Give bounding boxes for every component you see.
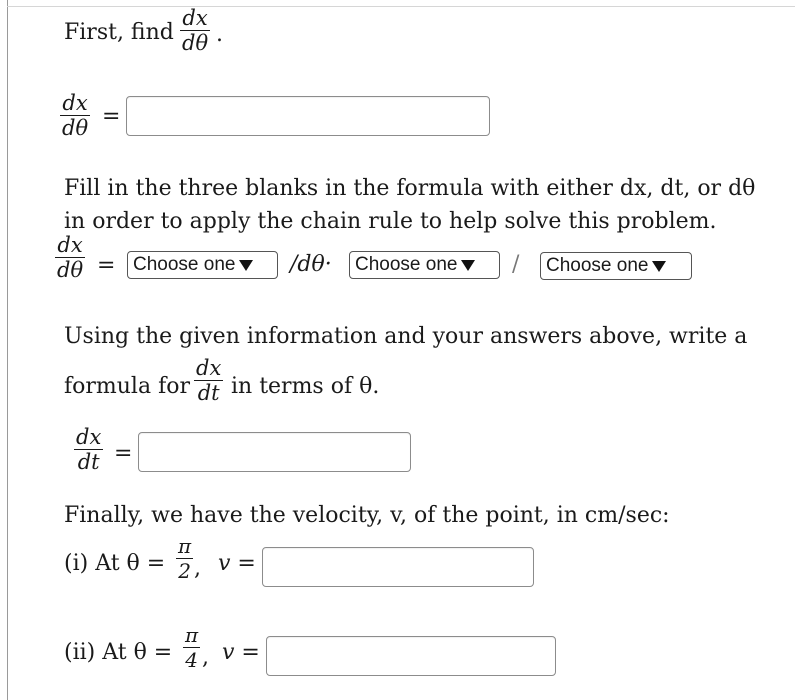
dxdt-fraction — [74, 426, 103, 473]
dxdt-answer-input[interactable] — [138, 432, 411, 472]
pi-over-2-num: π — [178, 534, 192, 558]
select-blank-3-value: Choose one — [546, 255, 649, 276]
instructions-line1: Fill in the three blanks in the formula with either dx, dt, or dθ — [64, 176, 756, 201]
find-fraction — [180, 7, 210, 54]
dxdt-den: dt — [77, 450, 100, 474]
velocity-instruction: Finally, we have the velocity, v, of the point, in cm/sec: — [64, 503, 670, 528]
pi-over-4-num: π — [185, 623, 199, 647]
find-fraction-den: dθ — [182, 31, 209, 55]
find-prefix: First, find — [64, 20, 174, 45]
chevron-down-icon — [239, 260, 253, 271]
dxdt-inline-num: dx — [196, 356, 222, 380]
find-fraction-num: dx — [182, 6, 208, 30]
formula-for-prefix: formula for — [64, 374, 190, 399]
pi-over-2-den: 2 — [178, 559, 191, 583]
pi-over-2-fraction — [176, 535, 193, 582]
select-blank-1[interactable] — [127, 251, 278, 279]
frame-left-border — [7, 0, 8, 700]
part1-label: (i) At θ = — [64, 551, 166, 576]
equals-sign: = — [97, 253, 116, 278]
equals-sign: = — [114, 441, 133, 466]
select-blank-3[interactable] — [540, 252, 692, 280]
select-blank-2[interactable] — [349, 251, 500, 279]
per-dtheta-dot: /dθ· — [290, 252, 332, 277]
chain-rule-fraction — [55, 234, 85, 281]
dxdtheta-den: dθ — [62, 116, 89, 140]
chain-rule-den: dθ — [57, 258, 84, 282]
velocity-part1-input[interactable] — [262, 547, 534, 587]
select-blank-1-value: Choose one — [133, 254, 236, 275]
dxdt-inline-den: dt — [197, 381, 220, 405]
frame-top-border — [7, 6, 795, 7]
slash-divider: / — [512, 252, 520, 277]
chain-rule-num: dx — [57, 233, 83, 257]
velocity-part2-input[interactable] — [266, 636, 556, 676]
dxdtheta-answer-input[interactable] — [126, 96, 490, 136]
part2-label: (ii) At θ = — [64, 640, 173, 665]
in-terms-of-theta: in terms of θ. — [231, 374, 380, 399]
pi-over-4-den: 4 — [185, 648, 198, 672]
formula-instruction-line1: Using the given information and your answers above, write a — [64, 324, 748, 349]
equals-sign: = — [102, 104, 121, 129]
instructions-line2: in order to apply the chain rule to help solve this problem. — [64, 209, 717, 234]
dxdt-num: dx — [76, 425, 102, 449]
dxdtheta-fraction — [60, 92, 90, 139]
select-blank-2-value: Choose one — [355, 254, 458, 275]
dxdt-inline-fraction — [194, 357, 223, 404]
dxdtheta-num: dx — [62, 91, 88, 115]
find-suffix: . — [216, 22, 223, 47]
part2-v-equals: v = — [222, 640, 260, 665]
chevron-down-icon — [461, 260, 475, 271]
chevron-down-icon — [652, 261, 666, 272]
part1-v-equals: v = — [218, 551, 256, 576]
pi-over-4-fraction — [183, 624, 200, 671]
part1-comma: , — [194, 556, 201, 581]
part2-comma: , — [202, 645, 209, 670]
